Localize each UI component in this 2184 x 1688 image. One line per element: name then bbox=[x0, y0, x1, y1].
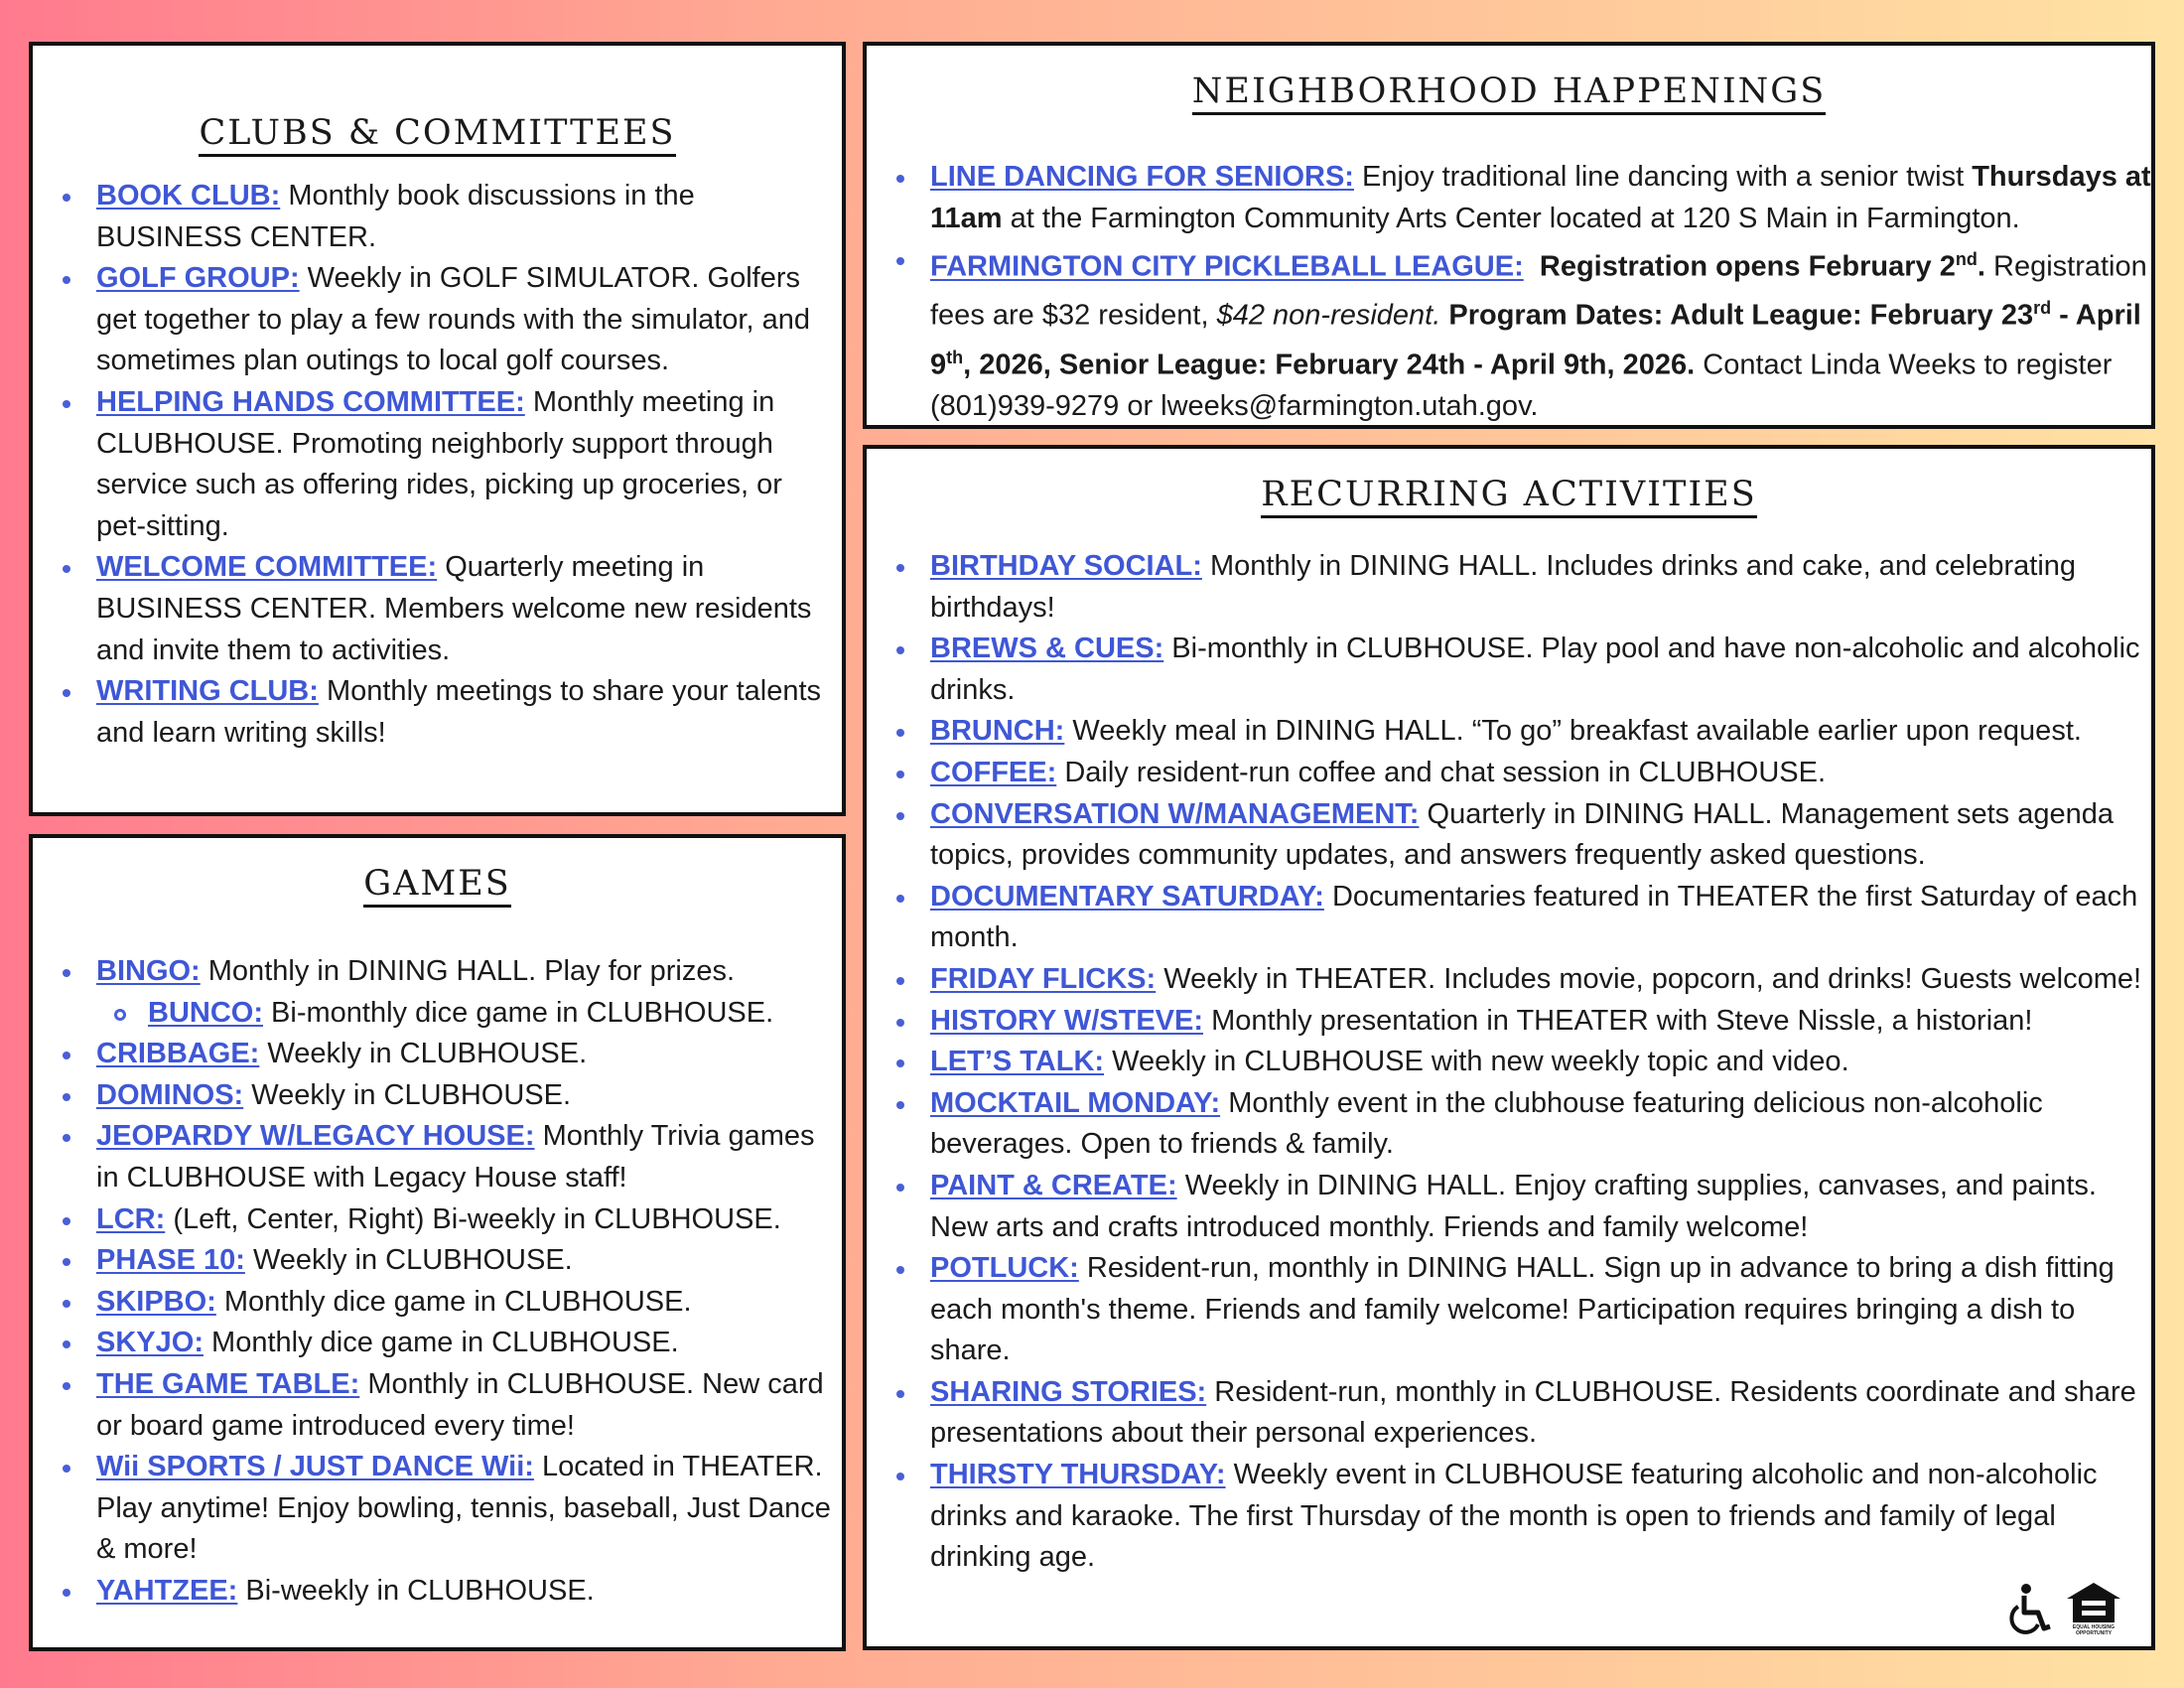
list-item: SKIPBO: Monthly dice game in CLUBHOUSE. bbox=[33, 1282, 839, 1324]
list-item: THE GAME TABLE: Monthly in CLUBHOUSE. New card or board game introduced every time! bbox=[33, 1364, 839, 1447]
list-item: WELCOME COMMITTEE: Quarterly meeting in BUSINESS CENTER. Members welcome new residents and invite them to activities. bbox=[33, 547, 839, 671]
list-item: LET’S TALK: Weekly in CLUBHOUSE with new weekly topic and video. bbox=[867, 1042, 2151, 1083]
list-item: THIRSTY THURSDAY: Weekly event in CLUBHOUSE featuring alcoholic and non-alcoholic drinks and karaoke. The first Thursday of the month is open to friends and family of legal drinking age. bbox=[867, 1455, 2151, 1579]
sharing-stories-link[interactable]: SHARING STORIES: bbox=[930, 1375, 1207, 1408]
brews-cues-link[interactable]: BREWS & CUES: bbox=[930, 633, 1164, 665]
phase-10-link[interactable]: PHASE 10: bbox=[96, 1244, 245, 1277]
yahtzee-link[interactable]: YAHTZEE: bbox=[96, 1574, 238, 1607]
friday-flicks-link[interactable]: FRIDAY FLICKS: bbox=[930, 962, 1157, 995]
book-club-link[interactable]: BOOK CLUB: bbox=[96, 180, 281, 211]
footer-icons bbox=[2008, 1581, 2123, 1636]
list-item: BINGO: Monthly in DINING HALL. Play for prizes. bbox=[33, 951, 839, 993]
list-item: LINE DANCING FOR SENIORS: Enjoy traditional line dancing with a senior twist Thursdays at 11am at the Farmington Community Arts Center located at 120 S Main in Farmington. bbox=[867, 157, 2151, 239]
list-item: JEOPARDY W/LEGACY HOUSE: Monthly Trivia games in CLUBHOUSE with Legacy House staff! bbox=[33, 1116, 839, 1198]
recurring-activities-panel bbox=[863, 445, 2155, 1650]
coffee-link[interactable]: COFFEE: bbox=[930, 756, 1057, 788]
list-item: YAHTZEE: Bi-weekly in CLUBHOUSE. bbox=[33, 1571, 839, 1613]
birthday-social-link[interactable]: BIRTHDAY SOCIAL: bbox=[930, 550, 1202, 582]
happenings-title: NEIGHBORHOOD HAPPENINGS bbox=[867, 71, 2151, 111]
welcome-committee-link[interactable]: WELCOME COMMITTEE: bbox=[96, 551, 438, 584]
potluck-link[interactable]: POTLUCK: bbox=[930, 1252, 1079, 1285]
list-item: GOLF GROUP: Weekly in GOLF SIMULATOR. Golfers get together to play a few rounds with the simulator, and sometimes plan outings to local golf courses. bbox=[33, 258, 839, 382]
list-item: DOMINOS: Weekly in CLUBHOUSE. bbox=[33, 1075, 839, 1117]
paint-create-link[interactable]: PAINT & CREATE: bbox=[930, 1169, 1177, 1201]
lets-talk-link[interactable]: LET’S TALK: bbox=[930, 1046, 1105, 1078]
documentary-saturday-link[interactable]: DOCUMENTARY SATURDAY: bbox=[930, 880, 1324, 913]
line-dancing-link[interactable]: LINE DANCING FOR SENIORS: bbox=[930, 161, 1354, 193]
conversation-management-link[interactable]: CONVERSATION W/MANAGEMENT: bbox=[930, 797, 1420, 830]
list-item: CONVERSATION W/MANAGEMENT: Quarterly in DINING HALL. Management sets agenda topics, provides community updates, and answers frequently asked questions. bbox=[867, 794, 2151, 877]
happenings-list bbox=[867, 157, 2151, 428]
list-item: BRUNCH: Weekly meal in DINING HALL. “To go” breakfast available earlier upon request. bbox=[867, 711, 2151, 753]
games-title: GAMES bbox=[33, 864, 842, 904]
pickleball-league-link[interactable]: FARMINGTON CITY PICKLEBALL LEAGUE: bbox=[930, 250, 1524, 283]
games-panel bbox=[29, 834, 846, 1651]
bingo-link[interactable]: BINGO: bbox=[96, 955, 201, 987]
list-item: PAINT & CREATE: Weekly in DINING HALL. Enjoy crafting supplies, canvases, and paints. New arts and crafts introduced monthly. Friends and family welcome! bbox=[867, 1166, 2151, 1248]
skyjo-link[interactable]: SKYJO: bbox=[96, 1327, 204, 1359]
list-item: HELPING HANDS COMMITTEE: Monthly meeting in CLUBHOUSE. Promoting neighborly support through service such as offering rides, picking up groceries, or pet-sitting. bbox=[33, 382, 839, 547]
dominos-link[interactable]: DOMINOS: bbox=[96, 1078, 244, 1111]
list-item: WRITING CLUB: Monthly meetings to share your talents and learn writing skills! bbox=[33, 671, 839, 754]
recurring-title: RECURRING ACTIVITIES bbox=[867, 475, 2151, 514]
history-steve-link[interactable]: HISTORY W/STEVE: bbox=[930, 1004, 1204, 1037]
games-list bbox=[33, 951, 839, 1613]
list-item: Wii SPORTS / JUST DANCE Wii: Located in THEATER. Play anytime! Enjoy bowling, tennis, baseball, Just Dance & more! bbox=[33, 1447, 839, 1571]
list-item: BIRTHDAY SOCIAL: Monthly in DINING HALL. Includes drinks and cake, and celebrating birthdays! bbox=[867, 546, 2151, 629]
clubs-title: CLUBS & COMMITTEES bbox=[33, 113, 842, 153]
list-item: SKYJO: Monthly dice game in CLUBHOUSE. bbox=[33, 1323, 839, 1364]
accessibility-icon bbox=[2008, 1583, 2054, 1636]
list-item: FARMINGTON CITY PICKLEBALL LEAGUE: Registration opens February 2nd. Registration fees are $32 resident, $42 non-resident. Program Dates: Adult League: February 23rd - April 9th, 2026, Senior League: February 24th - April 9th, 2026. Contact Linda Weeks to register (801)939-9279 or lweeks@farmington.utah.gov. bbox=[867, 239, 2151, 427]
list-item: SHARING STORIES: Resident-run, monthly in CLUBHOUSE. Residents coordinate and share presentations about their personal experiences. bbox=[867, 1372, 2151, 1455]
list-item: POTLUCK: Resident-run, monthly in DINING HALL. Sign up in advance to bring a dish fitting each month's theme. Friends and family welcome! Participation requires bringing a dish to share. bbox=[867, 1248, 2151, 1372]
lcr-link[interactable]: LCR: bbox=[96, 1202, 166, 1235]
brunch-link[interactable]: BRUNCH: bbox=[930, 715, 1065, 748]
bunco-link[interactable]: BUNCO: bbox=[148, 996, 263, 1029]
list-item: BREWS & CUES: Bi-monthly in CLUBHOUSE. Play pool and have non-alcoholic and alcoholic drinks. bbox=[867, 629, 2151, 711]
clubs-list bbox=[33, 176, 839, 754]
thirsty-thursday-link[interactable]: THIRSTY THURSDAY: bbox=[930, 1459, 1226, 1491]
list-item: MOCKTAIL MONDAY: Monthly event in the clubhouse featuring delicious non-alcoholic beverages. Open to friends & family. bbox=[867, 1083, 2151, 1166]
recurring-list bbox=[867, 546, 2151, 1579]
list-item: COFFEE: Daily resident-run coffee and chat session in CLUBHOUSE. bbox=[867, 753, 2151, 794]
writing-club-link[interactable]: WRITING CLUB: bbox=[96, 675, 319, 708]
game-table-link[interactable]: THE GAME TABLE: bbox=[96, 1367, 360, 1400]
wii-sports-link[interactable]: Wii SPORTS / JUST DANCE Wii: bbox=[96, 1451, 534, 1483]
list-item: BUNCO: Bi-monthly dice game in CLUBHOUSE. bbox=[33, 993, 839, 1035]
list-item: FRIDAY FLICKS: Weekly in THEATER. Includes movie, popcorn, and drinks! Guests welcome! bbox=[867, 959, 2151, 1001]
jeopardy-link[interactable]: JEOPARDY W/LEGACY HOUSE: bbox=[96, 1120, 535, 1153]
list-item: LCR: (Left, Center, Right) Bi-weekly in CLUBHOUSE. bbox=[33, 1199, 839, 1241]
helping-hands-link[interactable]: HELPING HANDS COMMITTEE: bbox=[96, 385, 525, 418]
skipbo-link[interactable]: SKIPBO: bbox=[96, 1285, 216, 1318]
neighborhood-happenings-panel bbox=[863, 42, 2155, 429]
list-item: PHASE 10: Weekly in CLUBHOUSE. bbox=[33, 1240, 839, 1282]
list-item: BOOK CLUB: Monthly book discussions in the BUSINESS CENTER. bbox=[33, 176, 839, 258]
cribbage-link[interactable]: CRIBBAGE: bbox=[96, 1038, 260, 1070]
list-item: CRIBBAGE: Weekly in CLUBHOUSE. bbox=[33, 1034, 839, 1075]
list-item: DOCUMENTARY SATURDAY: Documentaries featured in THEATER the first Saturday of each month. bbox=[867, 877, 2151, 959]
golf-group-link[interactable]: GOLF GROUP: bbox=[96, 262, 300, 295]
clubs-committees-panel bbox=[29, 42, 846, 816]
equal-housing-logo-icon: EQUAL HOUSING OPPORTUNITY bbox=[2064, 1581, 2123, 1636]
mocktail-monday-link[interactable]: MOCKTAIL MONDAY: bbox=[930, 1086, 1221, 1119]
list-item: HISTORY W/STEVE: Monthly presentation in THEATER with Steve Nissle, a historian! bbox=[867, 1001, 2151, 1043]
